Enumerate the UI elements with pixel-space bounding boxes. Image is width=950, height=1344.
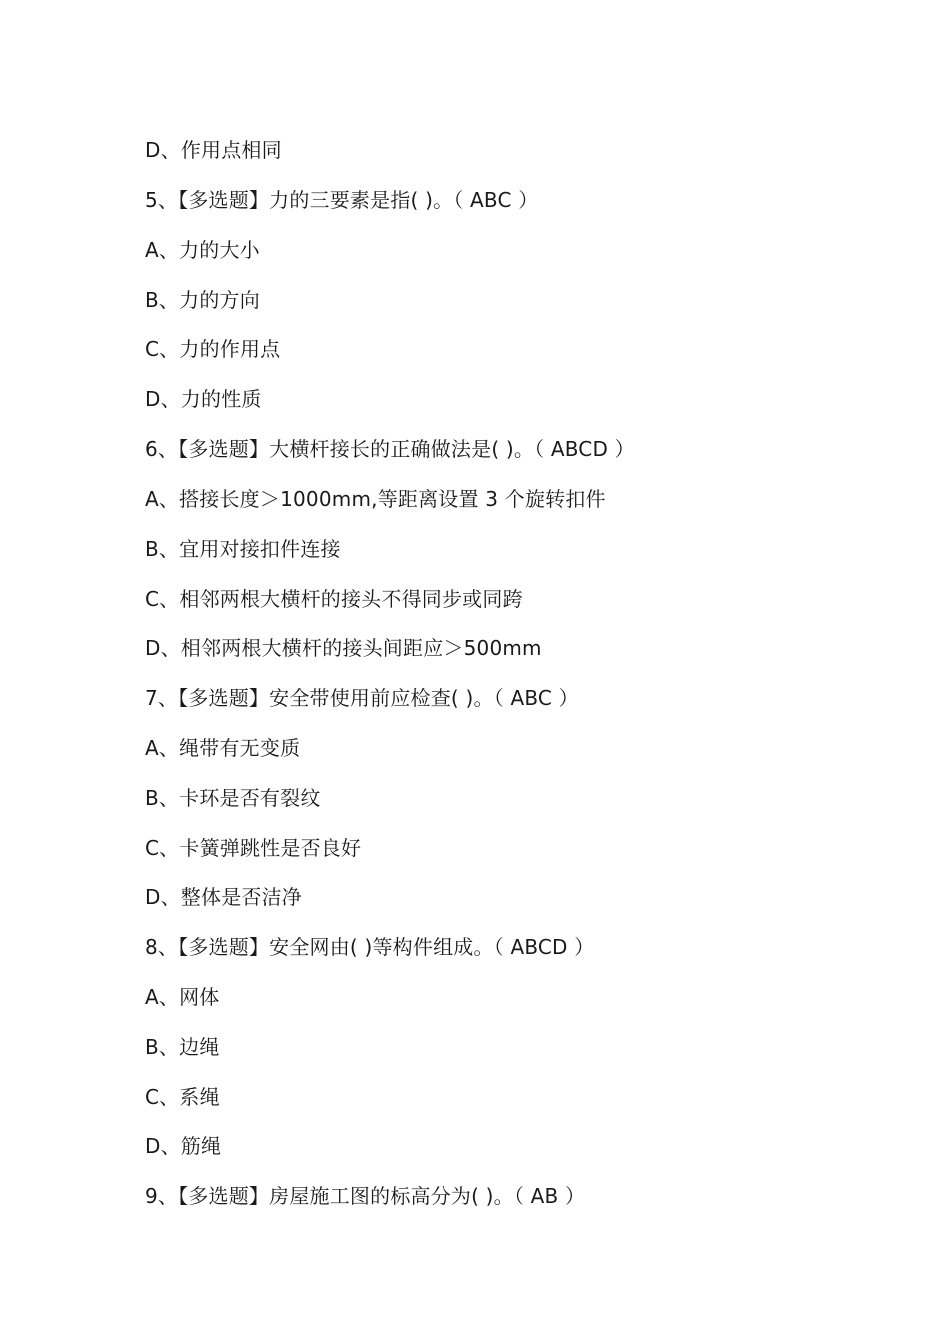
q8-option-d: D、筋绳	[145, 1134, 222, 1158]
q7-option-b: B、卡环是否有裂纹	[145, 786, 321, 810]
q7-option-c: C、卡簧弹跳性是否良好	[145, 836, 362, 860]
q8-question: 8、【多选题】安全网由( )等构件组成。（ ABCD ）	[145, 935, 595, 959]
q7-question: 7、【多选题】安全带使用前应检查( )。（ ABC ）	[145, 686, 579, 710]
q6-option-c: C、相邻两根大横杆的接头不得同步或同跨	[145, 587, 523, 611]
q6-option-a: A、搭接长度＞1000mm,等距离设置 3 个旋转扣件	[145, 487, 606, 511]
q9-question: 9、【多选题】房屋施工图的标高分为( )。（ AB ）	[145, 1184, 586, 1208]
q5-question: 5、【多选题】力的三要素是指( )。（ ABC ）	[145, 188, 539, 212]
q6-option-d: D、相邻两根大横杆的接头间距应＞500mm	[145, 636, 542, 660]
q8-option-c: C、系绳	[145, 1085, 220, 1109]
q5-option-c: C、力的作用点	[145, 337, 281, 361]
q5-option-b: B、力的方向	[145, 288, 260, 312]
q8-option-a: A、网体	[145, 985, 220, 1009]
q8-option-b: B、边绳	[145, 1035, 220, 1059]
q6-option-b: B、宜用对接扣件连接	[145, 537, 341, 561]
q4-option-d: D、作用点相同	[145, 138, 282, 162]
q6-question: 6、【多选题】大横杆接长的正确做法是( )。（ ABCD ）	[145, 437, 635, 461]
q7-option-a: A、绳带有无变质	[145, 736, 301, 760]
q7-option-d: D、整体是否洁净	[145, 885, 303, 909]
q5-option-d: D、力的性质	[145, 387, 262, 411]
q5-option-a: A、力的大小	[145, 238, 260, 262]
